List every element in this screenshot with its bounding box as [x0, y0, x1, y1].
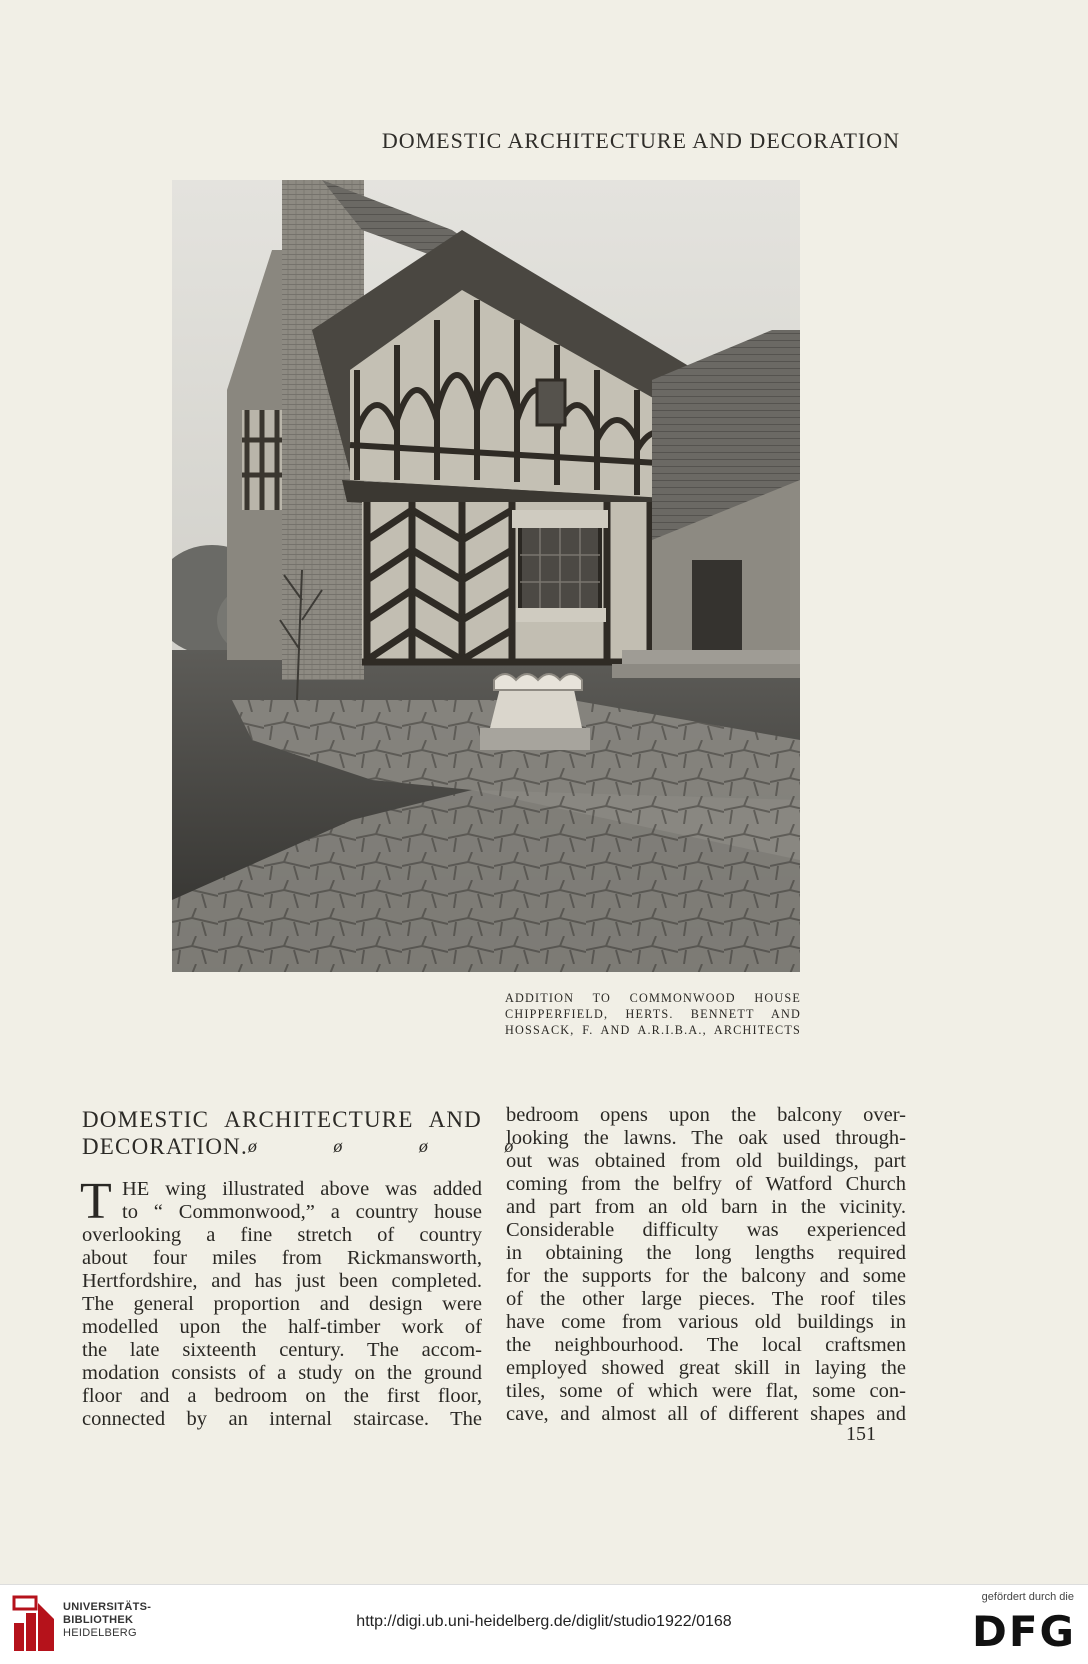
- caption-line: HOSSACK, F. AND A.R.I.B.A., ARCHITECTS: [505, 1023, 801, 1037]
- article-left-column: [80, 1106, 550, 1431]
- dfg-logo: DFG: [971, 1607, 1076, 1656]
- article-right-column: [506, 1104, 906, 1426]
- institution-line: BIBLIOTHEK: [63, 1614, 134, 1626]
- caption-line: CHIPPERFIELD, HERTS. BENNETT AND: [505, 1007, 801, 1021]
- running-head: DOMESTIC ARCHITECTURE AND DECORATION: [381, 128, 900, 153]
- text-line: of the other large pieces. The roof tiles: [506, 1288, 906, 1310]
- article-heading-line-1: DOMESTIC ARCHITECTURE AND: [82, 1107, 482, 1132]
- text-line: connected by an internal staircase. The: [82, 1408, 482, 1430]
- ornament-glyphs: ø ø ø ø: [247, 1136, 550, 1156]
- institution-line: HEIDELBERG: [63, 1627, 137, 1639]
- text-line: modation consists of a study on the ground: [82, 1362, 482, 1384]
- first-paragraph: [80, 1173, 482, 1431]
- text-line: tiles, some of which were flat, some con-: [506, 1380, 906, 1402]
- text-line: floor and a bedroom on the first floor,: [82, 1385, 482, 1407]
- text-line: about four miles from Rickmansworth,: [82, 1247, 482, 1269]
- text-line: Considerable difficulty was experienced: [506, 1219, 906, 1241]
- text-line: looking the lawns. The oak used through-: [506, 1127, 906, 1149]
- text-line: modelled upon the half-timber work of: [82, 1316, 482, 1338]
- text-line: in obtaining the long lengths required: [506, 1242, 906, 1264]
- text-line: HE wing illustrated above was added: [122, 1178, 482, 1200]
- page-number: 151: [846, 1423, 876, 1445]
- text-line: coming from the belfry of Watford Church: [506, 1173, 906, 1195]
- text-line: to “ Commonwood,” a country house: [122, 1201, 482, 1223]
- digitization-footer: [0, 1584, 1088, 1664]
- text-line: have come from various old buildings in: [506, 1311, 906, 1333]
- house-photo-illustration: [172, 180, 800, 972]
- text-line: employed showed great skill in laying the: [506, 1357, 906, 1379]
- text-line: cave, and almost all of different shapes and: [506, 1403, 906, 1425]
- house-photograph: [172, 180, 800, 972]
- permalink-url[interactable]: http://digi.ub.uni-heidelberg.de/diglit/studio1922/0168: [356, 1613, 732, 1630]
- text-line: The general proportion and design were: [82, 1293, 482, 1315]
- text-line: for the supports for the balcony and some: [506, 1265, 906, 1287]
- text-line: overlooking a fine stretch of country: [82, 1224, 482, 1246]
- text-line: and part from an old barn in the vicinity.: [506, 1196, 906, 1218]
- photo-caption: [505, 990, 801, 1038]
- article-heading-decoration: DECORATION.: [82, 1134, 248, 1159]
- caption-line: ADDITION TO COMMONWOOD HOUSE: [505, 991, 801, 1005]
- text-line: the late sixteenth century. The accom-: [82, 1339, 482, 1361]
- article-heading-line-2: [82, 1133, 550, 1160]
- funder-label: gefördert durch die: [981, 1591, 1074, 1603]
- text-line: the neighbourhood. The local craftsmen: [506, 1334, 906, 1356]
- institution-line: UNIVERSITÄTS-: [63, 1601, 152, 1613]
- text-line: bedroom opens upon the balcony over-: [506, 1104, 906, 1126]
- drop-cap: T: [80, 1173, 112, 1230]
- text-line: Hertfordshire, and has just been completed.: [82, 1270, 482, 1292]
- text-line: out was obtained from old buildings, part: [506, 1150, 906, 1172]
